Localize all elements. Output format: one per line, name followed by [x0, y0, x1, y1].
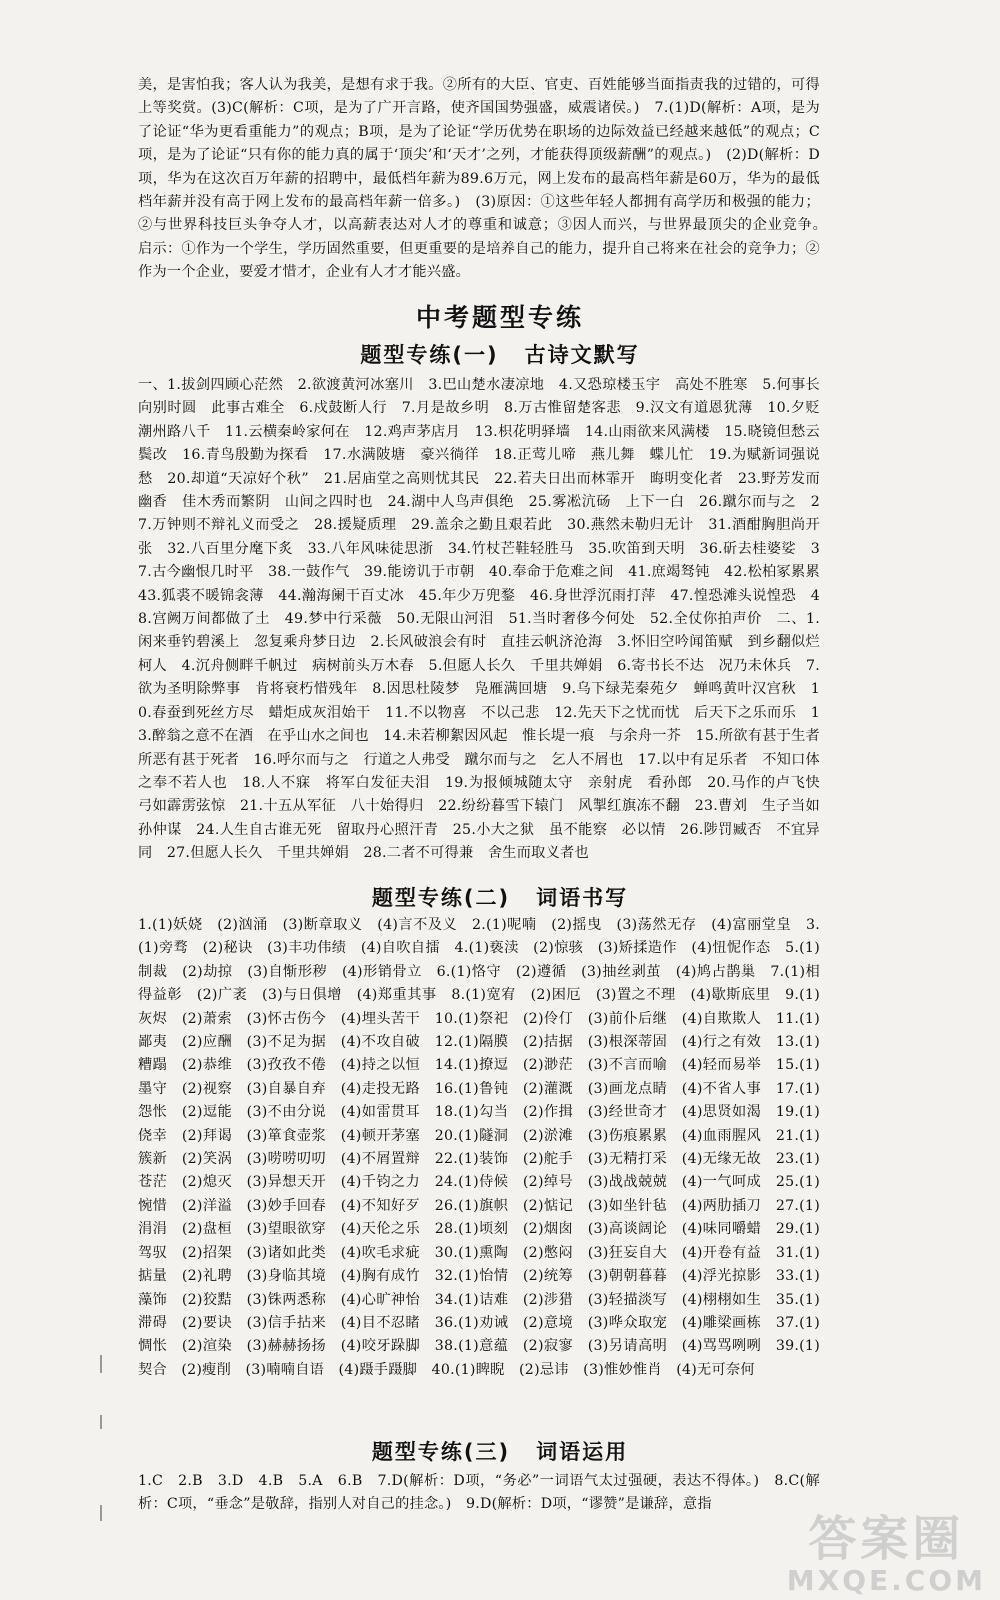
main-title: 中考题型专练 [415, 303, 584, 332]
binding-edge-mark [100, 1415, 102, 1429]
section-2-answers: 1.(1)妖娆 (2)汹涌 (3)断章取义 (4)言不及义 2.(1)呢喃 (2)摇曳 (3)荡然无存 (4)富丽堂皇 3.(1)旁骛 (2)秘诀 (3)丰功伟绩 (4)自吹自擂 4.(1)亵渎 (2)惊骇 (3)矫揉造作 (4)忸怩作态 5.(1)制裁 (2)劫掠 (3)自惭形秽 (4)形销骨立 6.(1)恪守 (2)遵循 (3)抽丝剥茧 (4)鸠占鹊巢 7.(1)相得益彰 (2)广袤 (3)与日俱增 (4)郑重其事 8.(1)宽宥 (2)困厄 (3)置之不理 (4)歇斯底里 9.(1)灰烬 (2)萧索 (3)怀古伤今 (4)埋头苦干 10.(1)祭祀 (2)伶仃 (3)前仆后继 (4)自欺欺人 11.(1)鄙夷 (2)应酬 (3)不足为据 (4)不攻自破 12.(1)隔膜 (2)拮据 (3)根深蒂固 (4)行之有效 13.(1)糟蹋 (2)恭维 (3)孜孜不倦 (4)持之以恒 14.(1)撩逗 (2)渺茫 (3)不言而喻 (4)轻而易举 15.(1)墨守 (2)视察 (3)自暴自弃 (4)走投无路 16.(1)鲁钝 (2)灌溉 (3)画龙点睛 (4)不省人事 17.(1)怨怅 (2)逗能 (3)不由分说 (4)如雷贯耳 18.(1)勾当 (2)作揖 (3)经世奇才 (4)思贤如渴 19.(1)侥幸 (2)拜谒 (3)箪食壶浆 (4)顿开茅塞 20.(1)隧洞 (2)淤滩 (3)伤痕累累 (4)血雨腥风 21.(1)簇新 (2)笑涡 (3)唠唠叨叨 (4)不屑置辩 22.(1)装饰 (2)舵手 (3)无精打采 (4)无缘无故 23.(1)苍茫 (2)熄灭 (3)异想天开 (4)千钧之力 24.(1)侍候 (2)绰号 (3)战战兢兢 (4)一气呵成 25.(1)惋惜 (2)洋溢 (3)妙手回春 (4)不知好歹 26.(1)旗帜 (2)惦记 (3)如坐针毡 (4)两肋插刀 27.(1)涓涓 (2)盘桓 (3)望眼欲穿 (4)天伦之乐 28.(1)顷刻 (2)烟囱 (3)高谈阔论 (4)味同嚼蜡 29.(1)驾驭 (2)招架 (3)诸如此类 (4)吹毛求疵 30.(1)熏陶 (2)憋闷 (3)狂妄自大 (4)开卷有益 31.(1)掂量 (2)礼聘 (3)身临其境 (4)胸有成竹 32.(1)怡情 (2)统筹 (3)朝朝暮暮 (4)浮光掠影 33.(1)藻饰 (2)狡黠 (3)铢两悉称 (4)心旷神怡 34.(1)诘难 (2)涉猎 (3)轻描淡写 (4)栩栩如生 35.(1)滞碍 (2)要诀 (3)信手拈来 (4)目不忍睹 36.(1)劝诫 (2)意境 (3)哗众取宠 (4)雕梁画栋 37.(1)惆怅 (2)渲染 (3)赫赫扬扬 (4)咬牙跺脚 38.(1)意蕴 (2)寂寥 (3)另请高明 (4)骂骂咧咧 39.(1)契合 (2)瘦削 (3)喃喃自语 (4)蹑手蹑脚 40.(1)睥睨 (2)忌讳 (3)惟妙惟肖 (4)无可奈何 [138, 917, 820, 1378]
section-3-topic: 词语运用 [536, 1440, 629, 1464]
section-1-topic: 古诗文默写 [524, 343, 640, 367]
section-2-number: 题型专练(二) [371, 886, 511, 910]
binding-edge-mark [100, 1355, 102, 1373]
section-1-number: 题型专练(一) [360, 343, 499, 367]
section-title-2 [0, 882, 1000, 912]
site-watermark [787, 1512, 986, 1596]
continued-answers-paragraph: 美，是害怕我；客人认为我美，是想有求于我。②所有的大臣、官吏、百姓能够当面指责我的过错的，可得上等奖赏。(3)C(解析：C项，是为了广开言路，使齐国国势强盛，威震诸侯。) 7.(1)D(解析：A项，是为了论证“华为更看重能力”的观点；B项，是为了论证“学历优势在职场的边际效益已经越来越低”的观点；C项，是为了论证“只有你的能力真的属于‘顶尖’和‘天才’之列，才能获得顶级薪酬”的观点。) (2)D(解析：D项，华为在这次百万年薪的招聘中，最低档年薪为89.6万元，网上发布的最高档年薪是60万，华为的最低档年薪并没有高于网上发布的最高档年薪一倍多。) (3)原因：①这些年轻人都拥有高学历和极强的能力；②与世界科技巨头争夺人才，以高薪表达对人才的尊重和诚意；③因人而兴，与世界最顶尖的企业竞争。 启示：①作为一个学生，学历固然重要，但更重要的是培养自己的能力，提升自己将来在社会的竞争力；②作为一个企业，要爱才惜才，企业有人才才能兴盛。 [138, 77, 835, 281]
section-1-answers: 一、1.拔剑四顾心茫然 2.欲渡黄河冰塞川 3.巴山楚水凄凉地 4.又恐琼楼玉宇 高处不胜寒 5.何事长向别时圆 此事古难全 6.戍鼓断人行 7.月是故乡明 8.万古惟留楚客悲 9.汉文有道恩犹薄 10.夕贬潮州路八千 11.云横秦岭家何在 12.鸡声茅店月 13.枳花明驿墙 14.山雨欲来风满楼 15.晓镜但愁云鬓改 16.青鸟殷勤为探看 17.水满陂塘 豪兴徜徉 18.正莺儿啼 燕儿舞 蝶儿忙 19.为赋新词强说愁 20.却道“天凉好个秋” 21.居庙堂之高则忧其民 22.若夫日出而林霏开 晦明变化者 23.野芳发而幽香 佳木秀而繁阴 山间之四时也 24.湖中人鸟声俱绝 25.雾凇沆砀 上下一白 26.蹴尔而与之 27.万钟则不辩礼义而受之 28.援疑质理 29.盖余之勤且艰若此 30.燕然未勒归无计 31.酒酣胸胆尚开张 32.八百里分麾下炙 33.八年风味徒思浙 34.竹杖芒鞋轻胜马 35.吹笛到天明 36.斫去桂婆娑 37.古今幽恨几时平 38.一鼓作气 39.能谤讥于市朝 40.奉命于危难之间 41.庶竭驽钝 42.松柏冢累累 43.狐裘不暖锦衾薄 44.瀚海阑干百丈冰 45.年少万兜鍪 46.身世浮沉雨打萍 47.惶恐滩头说惶恐 48.宫阙万间都做了土 49.梦中行采薇 50.无限山河泪 51.当时奢侈今何处 52.全仗你拍声价 二、1.闲来垂钓碧溪上 忽复乘舟梦日边 2.长风破浪会有时 直挂云帆济沧海 3.怀旧空吟闻笛赋 到乡翻似烂柯人 4.沉舟侧畔千帆过 病树前头万木春 5.但愿人长久 千里共婵娟 6.寄书长不达 况乃未休兵 7.欲为圣明除弊事 肯将衰朽惜残年 8.因思杜陵梦 凫雁满回塘 9.乌下绿芜秦苑夕 蝉鸣黄叶汉宫秋 10.春蚕到死丝方尽 蜡炬成灰泪始干 11.不以物喜 不以己悲 12.先天下之忧而忧 后天下之乐而乐 13.醉翁之意不在酒 在乎山水之间也 14.未若柳絮因风起 惟长堤一痕 与余舟一芥 15.所欲有甚于生者 所恶有甚于死者 16.呼尔而与之 行道之人弗受 蹴尔而与之 乞人不屑也 17.以中有足乐者 不知口体之奉不若人也 18.人不寐 将军白发征夫泪 19.为报倾城随太守 亲射虎 看孙郎 20.马作的卢飞快 弓如霹雳弦惊 21.十五从军征 八十始得归 22.纷纷暮雪下辕门 风掣红旗冻不翻 23.曹刘 生子当如孙仲谋 24.人生自古谁无死 留取丹心照汗青 25.小大之狱 虽不能察 必以情 26.陟罚臧否 不宜异同 27.但愿人长久 千里共婵娟 28.二者不可得兼 舍生而取义者也 [138, 377, 835, 862]
section-3-answers: 1.C 2.B 3.D 4.B 5.A 6.B 7.D(解析：D项，“务必”一词语气太过强硬，表达不得体。) 8.C(解析：C项，“垂念”是敬辞，指别人对自己的挂念。) 9.D(解析：D项，“谬赞”是谦辞，意指 [138, 1473, 820, 1513]
section-title-3 [0, 1436, 1000, 1466]
watermark-url: MXQE.COM [786, 1564, 986, 1597]
section-3-number: 题型专练(三) [371, 1440, 511, 1464]
binding-edge-mark [100, 1505, 102, 1521]
section-2-topic: 词语书写 [536, 886, 629, 910]
section-title-1 [0, 339, 1000, 369]
watermark-logo-text: 答案圈 [808, 1511, 965, 1567]
